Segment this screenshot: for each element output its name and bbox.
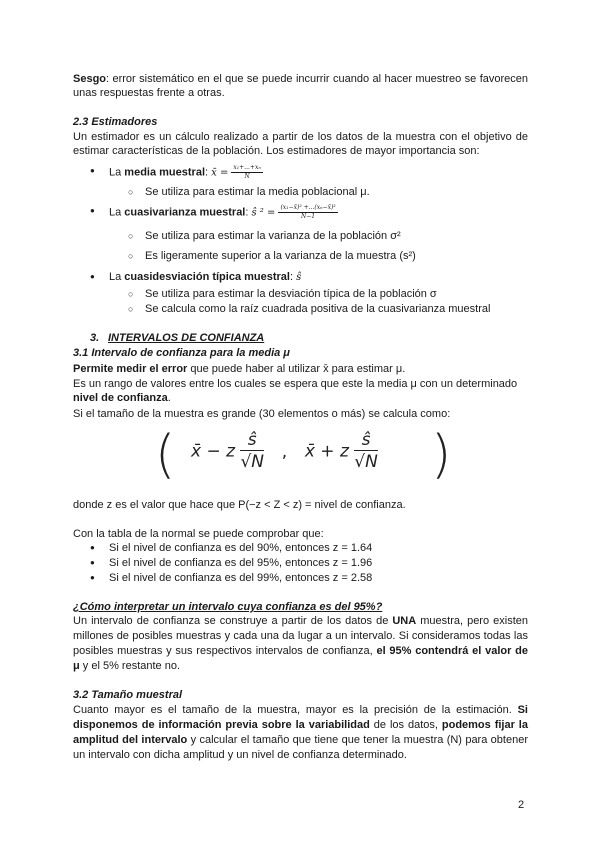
- section-3-number: 3.: [90, 332, 100, 344]
- section-3-title: INTERVALOS DE CONFIANZA: [108, 332, 265, 344]
- confidence-levels-list: [73, 541, 528, 586]
- media-formula-fraction: $\frac{\text{x₁+...+xₙ}}{N}$: [233, 164, 261, 180]
- page-number: 2: [518, 799, 525, 811]
- sesgo-term: Sesgo: [73, 73, 107, 85]
- estimadores-heading: 2.3 Estimadores: [73, 116, 158, 128]
- list-item: ● Si el nivel de confianza es del 90%, entonces z = 1.64: [73, 541, 528, 556]
- donde-paragraph: donde z es el valor que hace que P(−z < Z < z) = nivel de confianza.: [73, 499, 406, 511]
- list-item-cuasidesviacion: ● La cuasidesviación típica muestral: ŝ: [73, 270, 528, 285]
- list-item-media-sub: ○ Se utiliza para estimar la media poblacional μ.: [73, 185, 528, 199]
- tabla-intro: Con la tabla de la normal se puede comprobar que:: [73, 528, 324, 540]
- cuasivar-term: cuasivarianza muestral: [124, 206, 246, 219]
- media-formula-lhs: x̄ =: [211, 167, 229, 179]
- formula-left-term: x̄ − z: [191, 441, 236, 462]
- tamano-paragraph: Cuanto mayor es el tamaño de la muestra, mayor es la precisión de la estimación. Si disponemos de información previa sobre la variabilidad de los datos, podemos fijar la amplitud del intervalo y calcular el tamaño que tiene que tener la muestra (N) para obtener un intervalo con dicha amplitud y un nivel de confianza determinado.: [73, 704, 528, 761]
- cuasivar-formula-fraction: $\frac{\text{(x₁−x̄)² +...(xₙ−x̄)²}}{N-1}$: [280, 204, 336, 220]
- section-3-heading: [73, 331, 528, 345]
- sesgo-paragraph: [73, 72, 528, 100]
- intervalo-p2: Es un rango de valores entre los cuales se espera que este la media μ con un determinado nivel de confianza.: [73, 378, 518, 404]
- list-item-media: ● La media muestral: x̄ = $\frac{\text{x₁+...+xₙ}}{N}$: [73, 164, 528, 184]
- formula-right-fraction: $\frac{ŝ}{√N}$: [354, 430, 378, 472]
- formula-close-paren: ): [431, 425, 452, 485]
- tamano-heading: 3.2 Tamaño muestral: [73, 689, 183, 701]
- list-item-cuasivarianza: ● La cuasivarianza muestral: ŝ ² = $\frac{\text{(x₁−x̄)² +...(xₙ−x̄)²}}{N-1}$: [73, 204, 528, 226]
- intervalo-p1: Permite medir el error que puede haber al utilizar x̄ para estimar μ.: [73, 363, 406, 375]
- media-term: media muestral: [124, 166, 205, 179]
- list-item: ● Si el nivel de confianza es del 99%, entonces z = 2.58: [73, 571, 528, 586]
- list-item-cuasivar-sub1: ○ Se utiliza para estimar la varianza de la población σ²: [73, 229, 528, 243]
- list-item-cuasidesv-sub1: ○ Se utiliza para estimar la desviación típica de la población σ: [73, 287, 528, 301]
- formula-left-fraction: $\frac{ŝ}{√N}$: [240, 430, 265, 472]
- interpretar-heading: ¿Cómo interpretar un intervalo cuya confianza es del 95%?: [73, 601, 383, 613]
- formula-separator: ,: [281, 441, 288, 462]
- intervalo-p3: Si el tamaño de la muestra es grande (30 elementos o más) se calcula como:: [73, 408, 451, 420]
- list-item-cuasivar-sub2: ○ Es ligeramente superior a la varianza de la muestra (s²): [73, 249, 528, 263]
- formula-right-term: x̄ + z: [304, 441, 349, 462]
- cuasidesv-symbol: ŝ: [296, 272, 302, 283]
- list-item-cuasidesv-sub2: ○ Se calcula como la raíz cuadrada positiva de la cuasivarianza muestral: [73, 302, 528, 316]
- cuasivar-formula-lhs: ŝ ² =: [251, 207, 276, 219]
- cuasidesv-term: cuasidesviación típica muestral: [124, 271, 290, 283]
- estimadores-list: [73, 164, 528, 316]
- estimadores-intro: Un estimador es un cálculo realizado a partir de los datos de la muestra con el objetivo de estimar características de la población. Los estimadores de mayor importancia son:: [73, 131, 528, 157]
- list-item: ● Si el nivel de confianza es del 95%, entonces z = 1.96: [73, 556, 528, 571]
- confidence-interval-formula: [155, 422, 455, 488]
- interpretar-paragraph: Un intervalo de confianza se construye a partir de los datos de UNA muestra, pero existen millones de posibles muestras y cada una da lugar a un intervalo. Si consideramos todas las posibles muestras y sus respectivos intervalos de confianza, el 95% contendrá el valor de μ y el 5% restante no.: [73, 615, 528, 672]
- formula-open-paren: (: [155, 425, 176, 485]
- intervalo-media-heading: 3.1 Intervalo de confianza para la media μ: [73, 347, 290, 359]
- sesgo-text: : error sistemático en el que se puede incurrir cuando al hacer muestreo se favorecen unas respuestas frente a otras.: [73, 73, 528, 99]
